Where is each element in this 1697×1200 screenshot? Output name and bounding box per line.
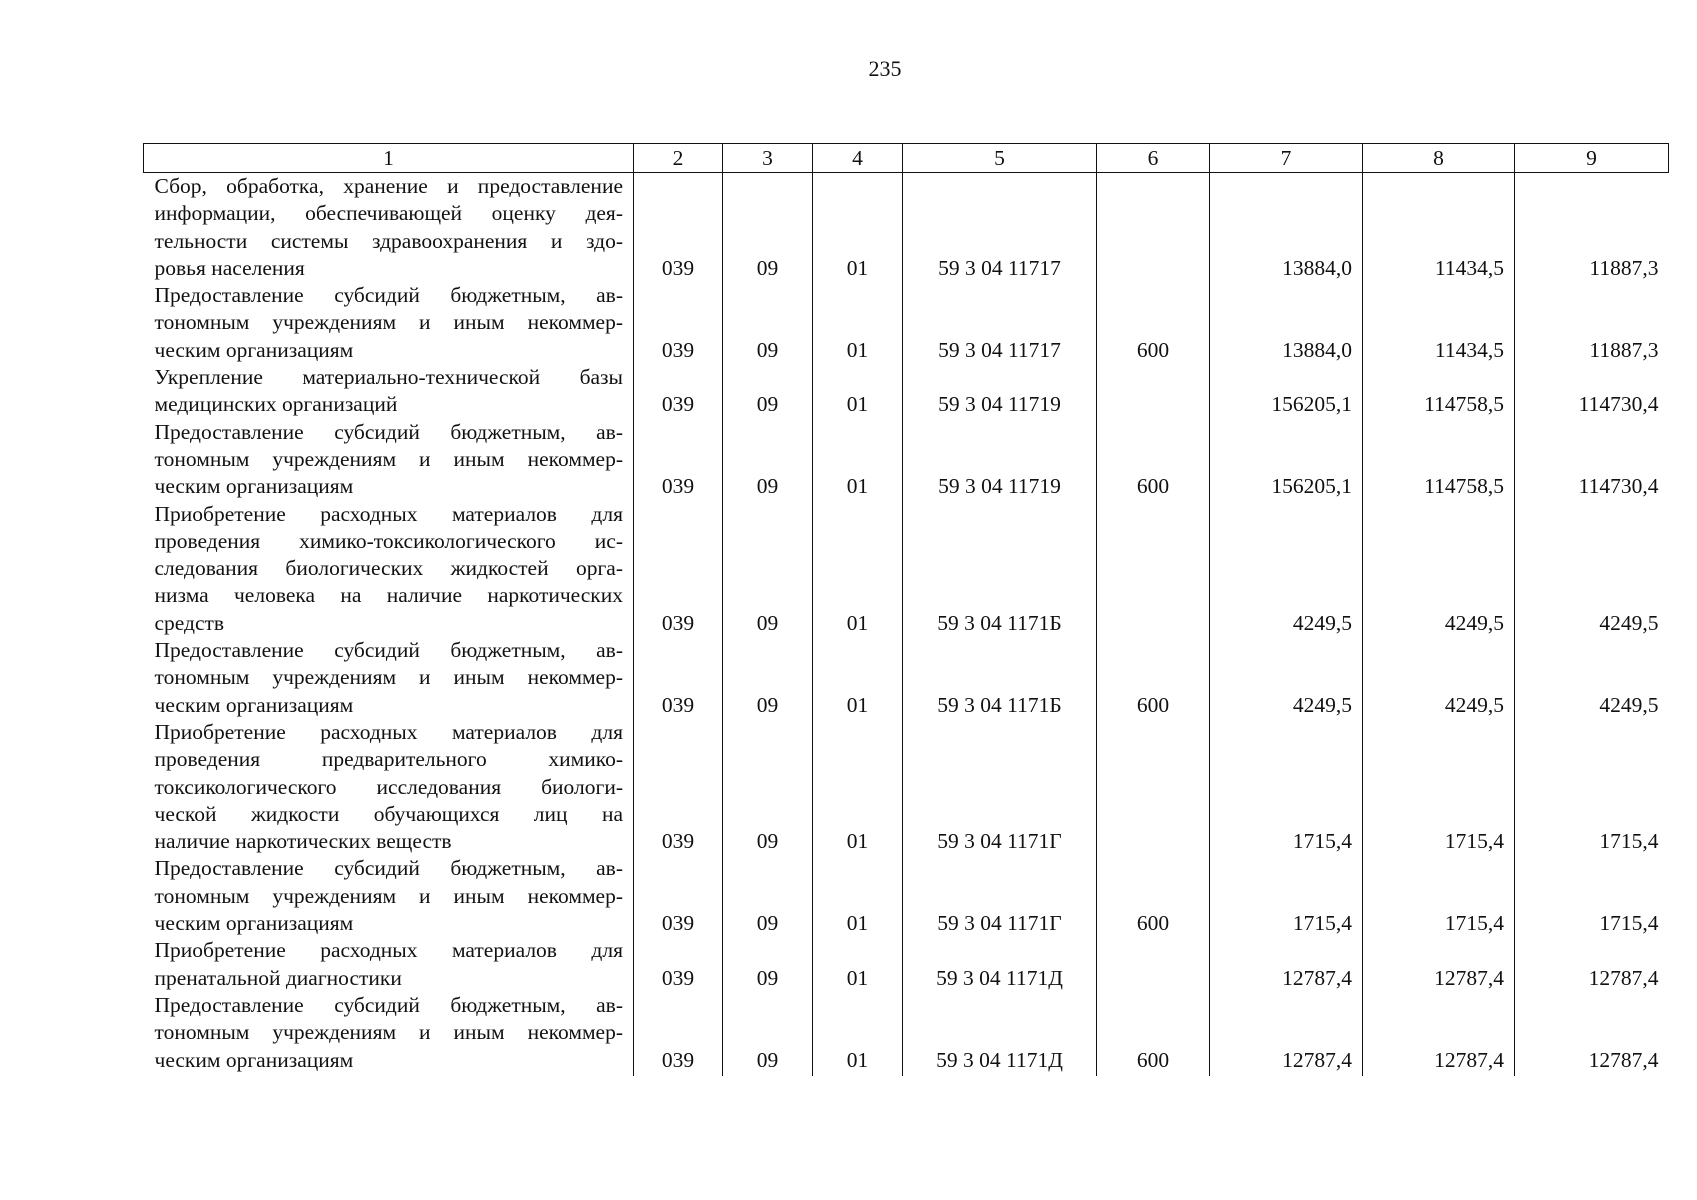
row-description [144, 173, 634, 283]
table-row [144, 173, 1669, 283]
row-subsection: 01 [813, 282, 903, 364]
row-section: 09 [723, 637, 813, 719]
row-subsection: 01 [813, 855, 903, 937]
row-amount-col7: 12787,4 [1210, 937, 1363, 992]
table-row [144, 992, 1669, 1076]
header-col-4: 4 [813, 144, 903, 173]
row-subsection: 01 [813, 364, 903, 419]
row-description [144, 719, 634, 855]
header-col-1: 1 [144, 144, 634, 173]
table-row [144, 501, 1669, 637]
description-line: Приобретение расходных материалов для [154, 501, 623, 526]
description-line: ческим организациям [154, 692, 354, 717]
row-section: 09 [723, 855, 813, 937]
row-expense-type [1097, 173, 1210, 283]
description-line: ческим организациям [154, 474, 354, 499]
description-line: проведения химико-токсикологического ис- [154, 528, 623, 553]
description-line: ческим организациям [154, 1047, 354, 1072]
row-target-item: 59 3 04 1171Б [903, 501, 1097, 637]
row-subsection: 01 [813, 992, 903, 1076]
description-line: тономным учреждениям и иным некоммер- [154, 446, 623, 471]
description-line: Предоставление субсидий бюджетным, ав- [154, 992, 623, 1017]
row-amount-col8: 4249,5 [1363, 501, 1515, 637]
description-line: тельности системы здравоохранения и здо- [154, 228, 623, 253]
row-subsection: 01 [813, 419, 903, 501]
row-subsection: 01 [813, 937, 903, 992]
row-section: 09 [723, 719, 813, 855]
table-row [144, 419, 1669, 501]
description-line: Приобретение расходных материалов для [154, 938, 623, 963]
row-amount-col9: 12787,4 [1515, 937, 1669, 992]
row-subsection: 01 [813, 501, 903, 637]
row-amount-col9: 1715,4 [1515, 719, 1669, 855]
table-row [144, 282, 1669, 364]
row-description [144, 501, 634, 637]
row-amount-col7: 1715,4 [1210, 855, 1363, 937]
row-expense-type [1097, 719, 1210, 855]
row-amount-col9: 4249,5 [1515, 501, 1669, 637]
row-subsection: 01 [813, 173, 903, 283]
row-description [144, 637, 634, 719]
page-number: 235 [868, 56, 902, 81]
description-line: наличие наркотических веществ [154, 829, 452, 854]
row-section: 09 [723, 282, 813, 364]
row-admin-code: 039 [634, 501, 723, 637]
description-line: ческим организациям [154, 337, 354, 362]
description-line: Сбор, обработка, хранение и предоставление [154, 174, 623, 198]
row-admin-code: 039 [634, 364, 723, 419]
row-amount-col8: 11434,5 [1363, 282, 1515, 364]
row-section: 09 [723, 501, 813, 637]
description-line: следования биологических жидкостей орга- [154, 556, 623, 581]
row-admin-code: 039 [634, 855, 723, 937]
row-amount-col8: 1715,4 [1363, 855, 1515, 937]
row-expense-type [1097, 501, 1210, 637]
header-col-8: 8 [1363, 144, 1515, 173]
row-amount-col9: 4249,5 [1515, 637, 1669, 719]
row-amount-col8: 4249,5 [1363, 637, 1515, 719]
row-amount-col8: 11434,5 [1363, 173, 1515, 283]
row-subsection: 01 [813, 719, 903, 855]
row-amount-col8: 114758,5 [1363, 419, 1515, 501]
row-expense-type: 600 [1097, 855, 1210, 937]
table-row [144, 637, 1669, 719]
row-admin-code: 039 [634, 937, 723, 992]
row-expense-type [1097, 364, 1210, 419]
row-admin-code: 039 [634, 719, 723, 855]
row-amount-col8: 114758,5 [1363, 364, 1515, 419]
description-line: Предоставление субсидий бюджетным, ав- [154, 283, 623, 308]
row-target-item: 59 3 04 1171Г [903, 719, 1097, 855]
row-expense-type: 600 [1097, 419, 1210, 501]
row-amount-col9: 114730,4 [1515, 419, 1669, 501]
description-line: тономным учреждениям и иным некоммер- [154, 1020, 623, 1045]
row-amount-col7: 156205,1 [1210, 364, 1363, 419]
description-line: Приобретение расходных материалов для [154, 719, 623, 744]
row-admin-code: 039 [634, 419, 723, 501]
description-line: средств [154, 610, 225, 635]
header-col-6: 6 [1097, 144, 1210, 173]
header-col-3: 3 [723, 144, 813, 173]
description-line: Укрепление материально-технической базы [154, 365, 623, 390]
row-amount-col7: 4249,5 [1210, 501, 1363, 637]
description-line: ческим организациям [154, 911, 354, 936]
description-line: тономным учреждениям и иным некоммер- [154, 665, 623, 690]
table-row [144, 364, 1669, 419]
row-admin-code: 039 [634, 173, 723, 283]
description-line: ровья населения [154, 255, 305, 280]
description-line: пренатальной диагностики [154, 965, 402, 990]
table-row [144, 719, 1669, 855]
description-line: проведения предварительного химико- [154, 747, 623, 772]
row-admin-code: 039 [634, 637, 723, 719]
row-description [144, 364, 634, 419]
row-amount-col7: 13884,0 [1210, 282, 1363, 364]
description-line: Предоставление субсидий бюджетным, ав- [154, 856, 623, 881]
row-amount-col8: 12787,4 [1363, 937, 1515, 992]
row-target-item: 59 3 04 11719 [903, 419, 1097, 501]
row-admin-code: 039 [634, 992, 723, 1076]
row-amount-col9: 1715,4 [1515, 855, 1669, 937]
header-col-5: 5 [903, 144, 1097, 173]
row-target-item: 59 3 04 1171Г [903, 855, 1097, 937]
header-col-9: 9 [1515, 144, 1669, 173]
table-body [144, 173, 1669, 1076]
table-row [144, 855, 1669, 937]
row-section: 09 [723, 992, 813, 1076]
budget-table [143, 143, 1669, 1076]
row-target-item: 59 3 04 11719 [903, 364, 1097, 419]
table-header [144, 144, 1669, 173]
row-description [144, 282, 634, 364]
header-col-7: 7 [1210, 144, 1363, 173]
row-expense-type: 600 [1097, 992, 1210, 1076]
row-amount-col8: 1715,4 [1363, 719, 1515, 855]
description-line: информации, обеспечивающей оценку дея- [154, 201, 623, 226]
description-line: низма человека на наличие наркотических [154, 583, 623, 608]
description-line: медицинских организаций [154, 392, 398, 417]
row-amount-col7: 13884,0 [1210, 173, 1363, 283]
header-row [144, 144, 1669, 173]
row-target-item: 59 3 04 11717 [903, 282, 1097, 364]
row-amount-col9: 11887,3 [1515, 173, 1669, 283]
row-expense-type: 600 [1097, 282, 1210, 364]
row-amount-col7: 4249,5 [1210, 637, 1363, 719]
row-section: 09 [723, 364, 813, 419]
row-target-item: 59 3 04 1171Б [903, 637, 1097, 719]
row-amount-col8: 12787,4 [1363, 992, 1515, 1076]
row-description [144, 855, 634, 937]
row-subsection: 01 [813, 637, 903, 719]
description-line: тономным учреждениям и иным некоммер- [154, 310, 623, 335]
row-expense-type: 600 [1097, 637, 1210, 719]
row-target-item: 59 3 04 11717 [903, 173, 1097, 283]
table-row [144, 937, 1669, 992]
row-amount-col7: 156205,1 [1210, 419, 1363, 501]
description-line: Предоставление субсидий бюджетным, ав- [154, 638, 623, 663]
row-amount-col9: 114730,4 [1515, 364, 1669, 419]
row-section: 09 [723, 419, 813, 501]
description-line: ческой жидкости обучающихся лиц на [154, 801, 623, 826]
row-expense-type [1097, 937, 1210, 992]
header-col-2: 2 [634, 144, 723, 173]
row-description [144, 992, 634, 1076]
row-target-item: 59 3 04 1171Д [903, 992, 1097, 1076]
description-line: токсикологического исследования биологи- [154, 774, 623, 799]
description-line: Предоставление субсидий бюджетным, ав- [154, 419, 623, 444]
row-description [144, 419, 634, 501]
row-amount-col7: 1715,4 [1210, 719, 1363, 855]
row-section: 09 [723, 937, 813, 992]
row-target-item: 59 3 04 1171Д [903, 937, 1097, 992]
row-admin-code: 039 [634, 282, 723, 364]
row-section: 09 [723, 173, 813, 283]
row-amount-col7: 12787,4 [1210, 992, 1363, 1076]
row-amount-col9: 11887,3 [1515, 282, 1669, 364]
row-amount-col9: 12787,4 [1515, 992, 1669, 1076]
description-line: тономным учреждениям и иным некоммер- [154, 883, 623, 908]
row-description [144, 937, 634, 992]
